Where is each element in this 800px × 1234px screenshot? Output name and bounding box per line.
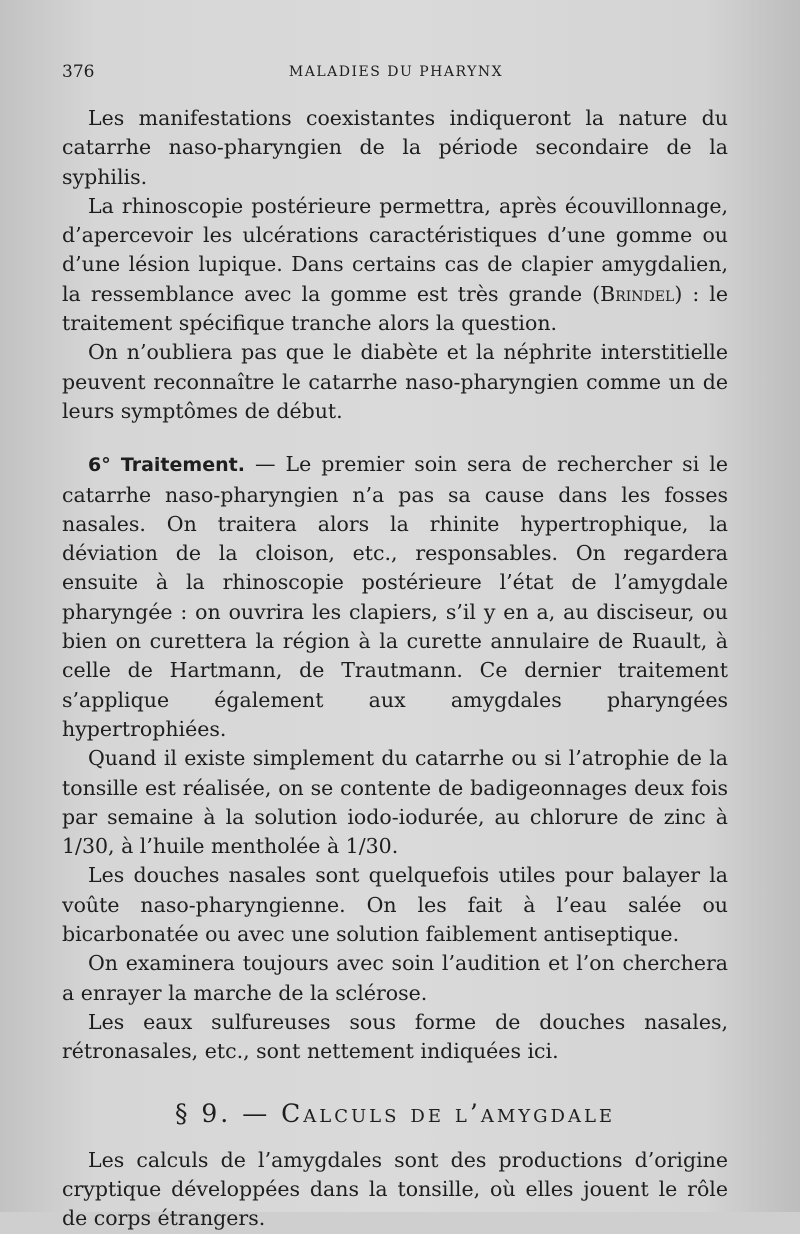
paragraph: [62, 450, 728, 744]
paragraph: On examinera toujours avec soin l’audition et l’on cherchera a enrayer la marche de la sclérose.: [62, 951, 728, 1005]
paragraph: Les calculs de l’amygdales sont des productions d’origine cryptique développées dans la tonsille, où elles jouent le rôle de corps étrangers.: [62, 1147, 728, 1231]
section-heading: § 9. — Calculs de l’amygdale: [174, 1098, 616, 1128]
page-number: 376: [62, 62, 95, 82]
paragraph-text: — Le premier soin sera de rechercher si le catarrhe naso-pharyngien n’a pas sa cause dans les fosses nasales. On traitera alors la rhinite hypertrophique, la déviation de la cloison, etc., responsables. On regardera ensuite à la rhinoscopie postérieure l’état de l’amygdale pharyngée : on ouvrira les clapiers, s’il y en a, au disciseur, ou bien on curettera la région à la curette annulaire de Ruault, à celle de Hartmann, de Trautmann. Ce dernier traitement s’applique également aux amygdales pharyngées hypertrophiées.: [62, 452, 728, 741]
paragraph: Les douches nasales sont quelquefois utiles pour balayer la voûte naso-pharyngienne. On les fait à l’eau salée ou bicarbonatée ou avec une solution faiblement antiseptique.: [62, 863, 728, 947]
running-head: MALADIES DU PHARYNX: [288, 64, 504, 80]
paragraph: On n’oubliera pas que le diabète et la néphrite interstitielle peuvent reconnaître le catarrhe naso-pharyngien comme un de leurs symptômes de début.: [62, 340, 728, 423]
page-body: [62, 104, 728, 1234]
paragraph-text: ) : le traitement spécifique tranche alors la question.: [62, 281, 728, 336]
paragraph: Les eaux sulfureuses sous forme de douches nasales, rétronasales, etc., sont nettement indiquées ici.: [62, 1009, 728, 1064]
paragraph: [62, 192, 728, 338]
page-header: [62, 62, 730, 86]
subsection-heading: 6° Traitement.: [88, 454, 245, 477]
paragraph: Quand il existe simplement du catarrhe ou si l’atrophie de la tonsille est réalisée, on se contente de badigeonnages deux fois par semaine à la solution iodo-iodurée, au chlorure de zinc à 1/30, à l’huile mentholée à 1/30.: [62, 746, 728, 859]
author-name: Brindel: [600, 281, 675, 306]
paragraph: Les manifestations coexistantes indiqueront la nature du catarrhe naso-pharyngien de la période secondaire de la syphilis.: [62, 106, 728, 189]
paragraph-text: La rhinoscopie postérieure permettra, après écouvillonnage, d’apercevoir les ulcérations caractéristiques d’une gomme ou d’une lésion lupique. Dans certains cas de clapier amygdalien, la ressemblance avec la gomme est très grande (: [62, 193, 728, 306]
